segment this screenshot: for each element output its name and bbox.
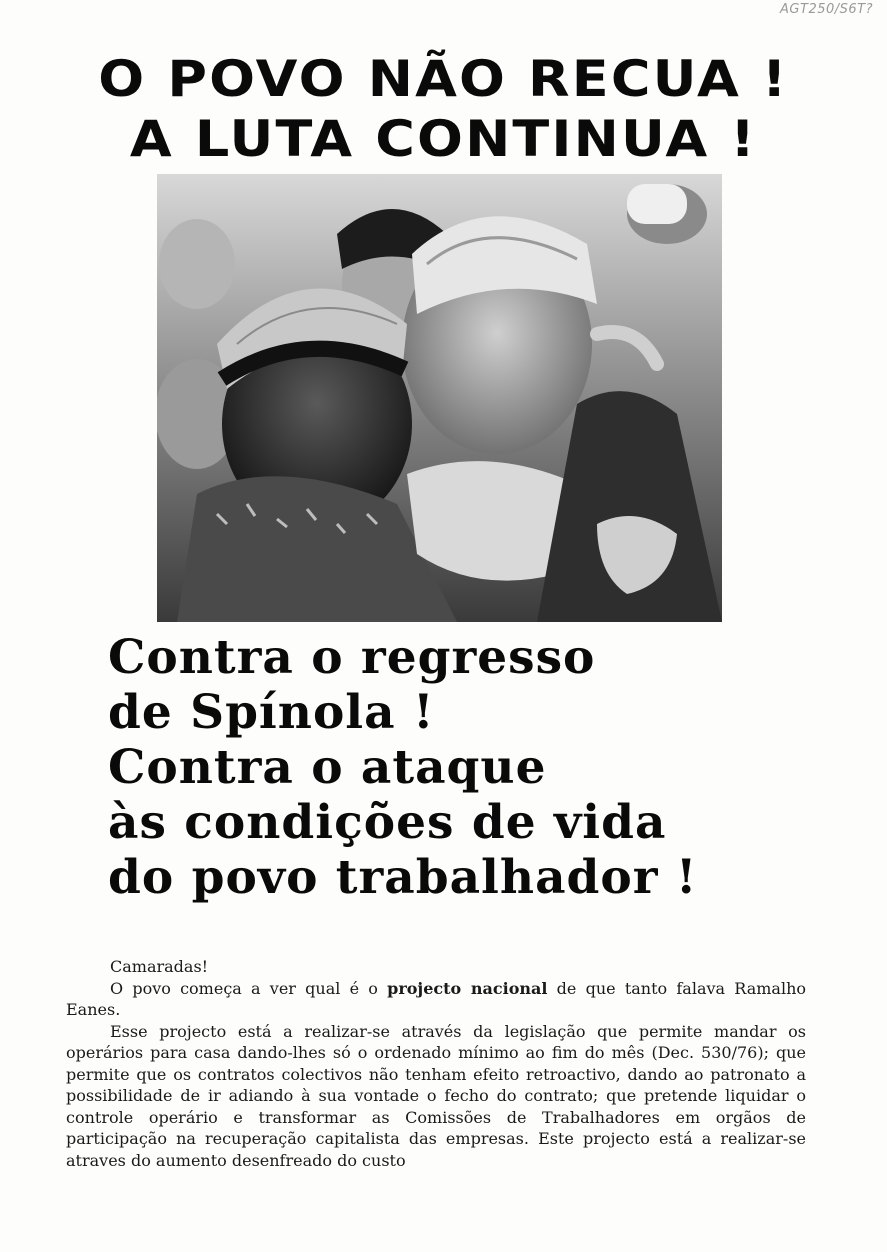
headline-line-1: O POVO NÃO RECUA ! bbox=[98, 50, 789, 108]
paragraph-2: Esse projecto está a realizar-se através da legislação que permite mandar os operários para casa dando-lhes só o ordenado mínimo ao fim do mês (Dec. 530/76); que permite que os contratos colectivos não tenham efeito retroactivo, dando ao patronato a possibilidade de ir adiando à sua vontade o fecho do contrato; que pretende liquidar o controle operário e transformar as Comissões de Trabalhadores em orgãos de participação na recuperação capitalista das empresas. Este projecto está a realizar-se atraves do aumento desenfreado do custo bbox=[66, 1021, 806, 1170]
subhead-line: Contra o regresso bbox=[108, 630, 596, 685]
crowd-photo bbox=[157, 174, 722, 622]
subhead-line: às condições de vida bbox=[108, 795, 667, 850]
paragraph-1 bbox=[66, 978, 806, 1021]
subhead-line: Contra o ataque bbox=[108, 740, 547, 795]
paragraph-1-text: O povo começa a ver qual é o bbox=[110, 978, 388, 998]
emphasis-text: projecto nacional bbox=[387, 978, 548, 998]
subheadline bbox=[108, 630, 848, 905]
subhead-line: do povo trabalhador ! bbox=[108, 850, 698, 905]
paragraph-1-text-end: de que tanto falava Ramalho Eanes. bbox=[66, 978, 807, 1019]
body-text bbox=[66, 956, 806, 1171]
archive-reference-note: AGT250/S6T? bbox=[780, 2, 873, 17]
salutation: Camaradas! bbox=[110, 957, 209, 976]
headline-line-2: A LUTA CONTINUA ! bbox=[129, 110, 758, 168]
subhead-line: de Spínola ! bbox=[108, 685, 435, 740]
